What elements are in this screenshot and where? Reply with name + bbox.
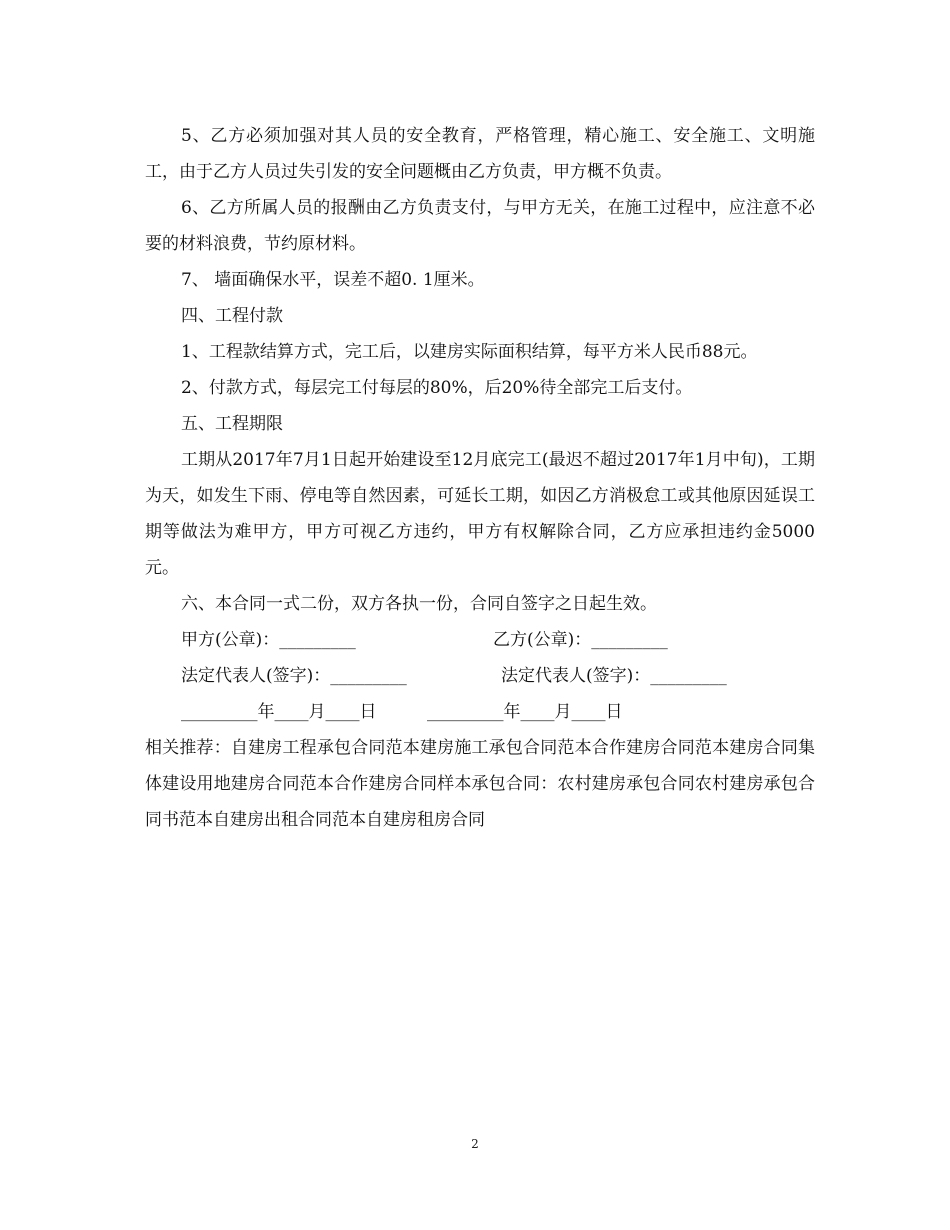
payment-clause-1: 1、工程款结算方式，完工后，以建房实际面积结算，每平方米人民币88元。 xyxy=(181,342,758,362)
section-heading-payment: 四、工程付款 xyxy=(181,306,283,326)
section-effectiveness: 六、本合同一式二份，双方各执一份，合同自签字之日起生效。 xyxy=(181,594,657,614)
party-a-date: _________年____月____日 xyxy=(181,702,377,722)
party-b-date: _________年____月____日 xyxy=(427,702,623,722)
document-body xyxy=(145,118,815,838)
party-a-representative: 法定代表人(签字)：_________ xyxy=(181,666,407,686)
party-b-seal: 乙方(公章)：_________ xyxy=(493,630,668,650)
signature-row-date xyxy=(145,694,815,730)
duration-clause: 工期从2017年7月1日起开始建设至12月底完工(最迟不超过2017年1月中旬)，工期为天，如发生下雨、停电等自然因素，可延长工期，如因乙方消极怠工或其他原因延误工期等做法为难甲方，甲方可视乙方违约，甲方有权解除合同，乙方应承担违约金5000元。 xyxy=(145,450,815,578)
party-a-seal: 甲方(公章)：_________ xyxy=(181,630,356,650)
clause-6: 6、乙方所属人员的报酬由乙方负责支付，与甲方无关，在施工过程中，应注意不必要的材料浪费，节约原材料。 xyxy=(145,198,815,254)
party-b-representative: 法定代表人(签字)：_________ xyxy=(501,666,727,686)
clause-7: 7、 墙面确保水平，误差不超0. 1厘米。 xyxy=(181,270,485,290)
clause-5: 5、乙方必须加强对其人员的安全教育，严格管理，精心施工、安全施工、文明施工，由于乙方人员过失引发的安全问题概由乙方负责，甲方概不负责。 xyxy=(145,126,815,182)
page-number: 2 xyxy=(471,1137,479,1151)
signature-row-seal xyxy=(145,622,815,658)
related-recommendations: 相关推荐：自建房工程承包合同范本建房施工承包合同范本合作建房合同范本建房合同集体建设用地建房合同范本合作建房合同样本承包合同：农村建房承包合同农村建房承包合同书范本自建房出租合同范本自建房租房合同 xyxy=(145,738,815,830)
payment-clause-2: 2、付款方式，每层完工付每层的80%，后20%待全部完工后支付。 xyxy=(181,378,693,398)
signature-row-rep xyxy=(145,658,815,694)
section-heading-duration: 五、工程期限 xyxy=(181,414,283,434)
